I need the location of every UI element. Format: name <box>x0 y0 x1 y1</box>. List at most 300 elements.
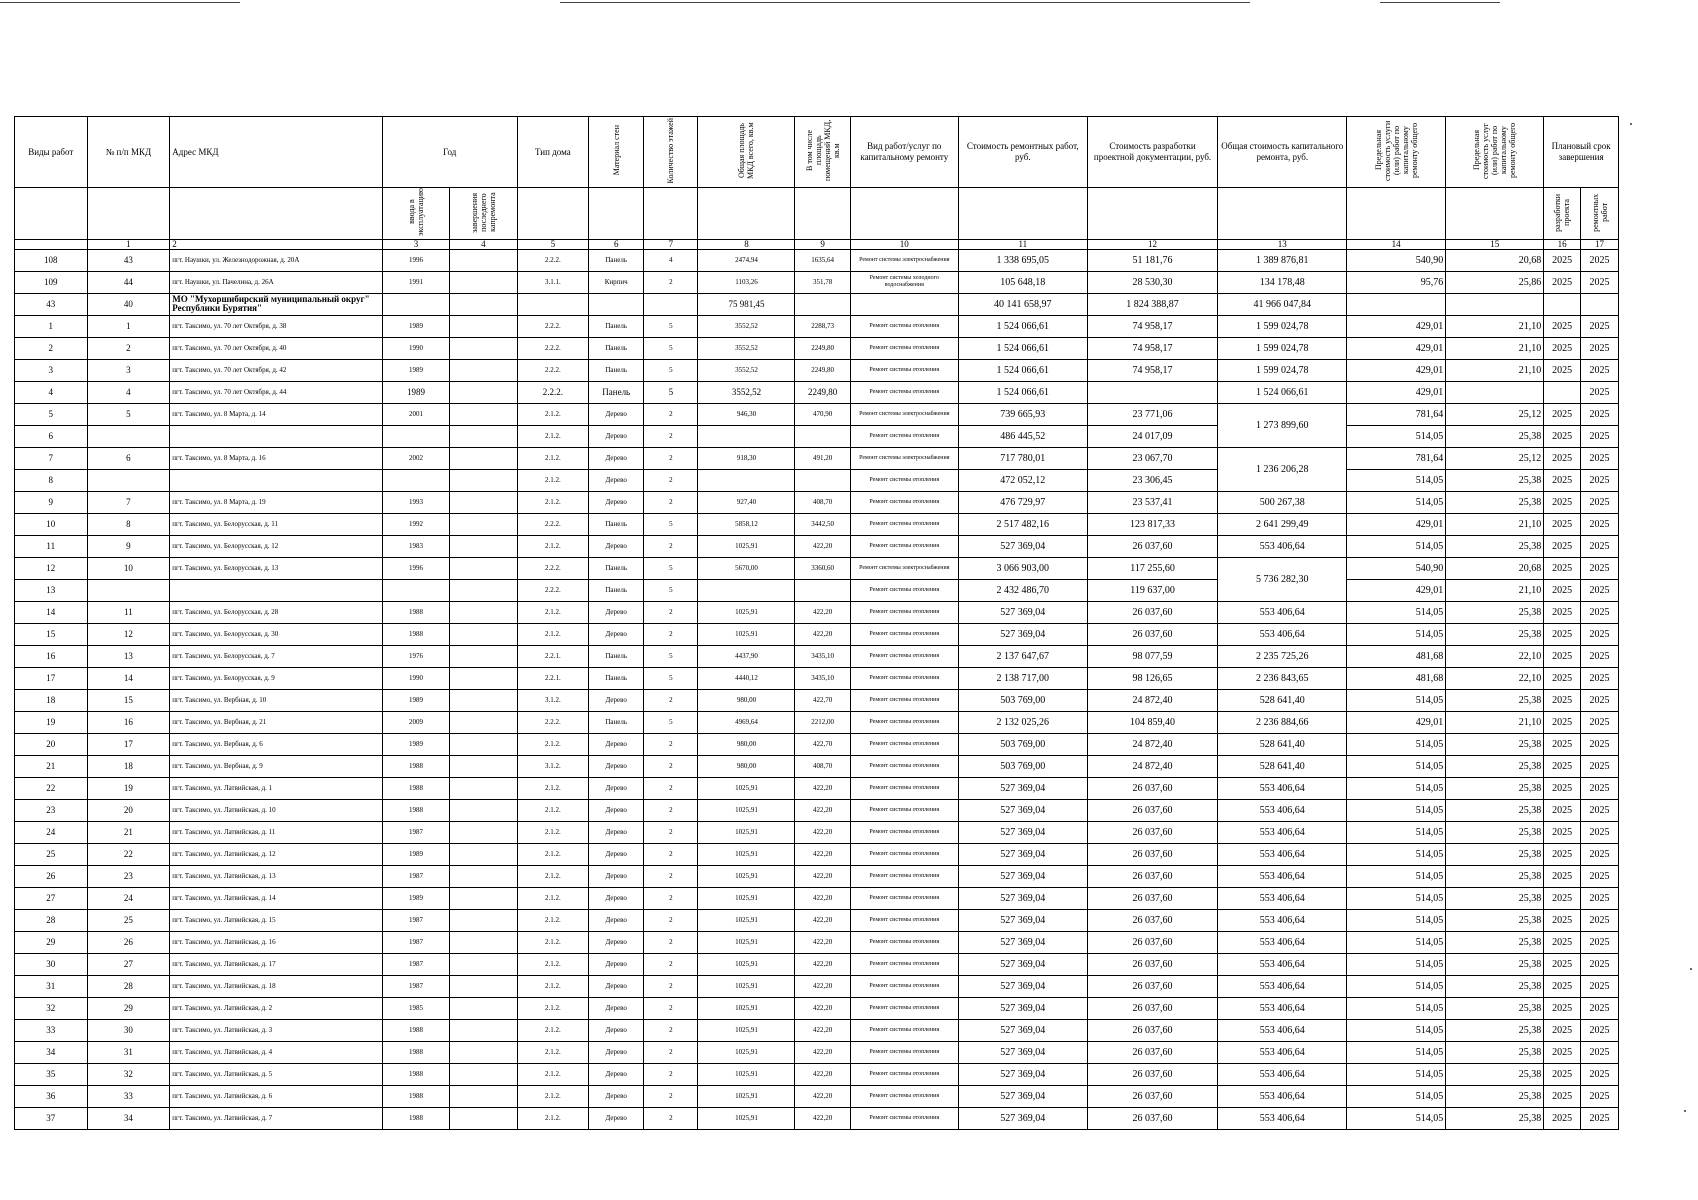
cell-limit-14 <box>1347 293 1446 315</box>
cell-design-cost: 26 037,60 <box>1087 843 1218 865</box>
cell-premises-area: 422,20 <box>795 1019 850 1041</box>
cell-work-kind: Ремонт системы отопления <box>850 1019 958 1041</box>
cell-work-kind: Ремонт системы отопления <box>850 755 958 777</box>
cell-limit-14: 514,05 <box>1347 469 1446 491</box>
header-year-overhaul: завершения последнего капремонта <box>450 188 517 240</box>
cell-house-type: 2.2.2. <box>517 337 589 359</box>
cell-limit-14: 429,01 <box>1347 381 1446 403</box>
table-row <box>15 403 1619 425</box>
cell-floors: 2 <box>644 271 698 293</box>
cell-premises-area: 422,70 <box>795 689 850 711</box>
cell-address <box>170 425 383 447</box>
cell-total-area: 1025,91 <box>698 1063 795 1085</box>
cell-year-overhaul <box>450 1085 517 1107</box>
cell-house-type: 2.1.2. <box>517 799 589 821</box>
cell-address: пгт. Таксимо, ул. Латвийская, д. 16 <box>170 931 383 953</box>
cell-house-type: 2.1.2. <box>517 887 589 909</box>
cell-term-repair: 2025 <box>1581 359 1619 381</box>
cell-total-cost: 2 641 299,49 <box>1218 513 1347 535</box>
cell-limit-15: 25,38 <box>1446 953 1544 975</box>
cell-house-type: 2.2.2. <box>517 315 589 337</box>
cell-mkd-number: 1 <box>87 315 170 337</box>
cell-wall-material: Панель <box>589 645 644 667</box>
cell-term-repair: 2025 <box>1581 249 1619 271</box>
cell-term-repair: 2025 <box>1581 711 1619 733</box>
cell-mkd-number: 11 <box>87 601 170 623</box>
cell-work-kind: Ремонт системы электроснабжения <box>850 557 958 579</box>
cell-total-cost: 1 599 024,78 <box>1218 359 1347 381</box>
cell-total-cost: 553 406,64 <box>1218 997 1347 1019</box>
cell-premises-area: 2288,73 <box>795 315 850 337</box>
table-row <box>15 887 1619 909</box>
cell-term-design: 2025 <box>1544 843 1581 865</box>
cell-total-cost: 528 641,40 <box>1218 733 1347 755</box>
cell-work-index: 26 <box>15 865 88 887</box>
cell-wall-material: Дерево <box>589 601 644 623</box>
cell-design-cost: 1 824 388,87 <box>1087 293 1218 315</box>
cell-term-repair: 2025 <box>1581 997 1619 1019</box>
cell-repair-cost: 486 445,52 <box>958 425 1087 447</box>
cell-year-overhaul <box>450 469 517 491</box>
cell-floors: 2 <box>644 865 698 887</box>
cell-total-area: 1025,91 <box>698 623 795 645</box>
cell-total-area: 1025,91 <box>698 1107 795 1129</box>
cell-mkd-number: 32 <box>87 1063 170 1085</box>
cell-year-commissioning: 1988 <box>382 1063 449 1085</box>
cell-work-index: 33 <box>15 1019 88 1041</box>
cell-address: пгт. Таксимо, ул. Латвийская, д. 2 <box>170 997 383 1019</box>
cell-work-index: 11 <box>15 535 88 557</box>
cell-year-overhaul <box>450 535 517 557</box>
cell-year-overhaul <box>450 601 517 623</box>
column-number: 14 <box>1347 239 1446 249</box>
cell-total-area: 1025,91 <box>698 1041 795 1063</box>
column-number <box>15 239 88 249</box>
cell-year-commissioning: 1989 <box>382 689 449 711</box>
header-term-design: разработки проекта <box>1544 188 1581 240</box>
cell-work-kind: Ремонт системы отопления <box>850 689 958 711</box>
cell-address: пгт. Наушки, ул. Пачелина, д. 26А <box>170 271 383 293</box>
cell-repair-cost: 527 369,04 <box>958 997 1087 1019</box>
cell-total-area: 1025,91 <box>698 535 795 557</box>
cell-term-repair: 2025 <box>1581 645 1619 667</box>
cell-repair-cost: 2 137 647,67 <box>958 645 1087 667</box>
cell-term-design: 2025 <box>1544 1019 1581 1041</box>
cell-wall-material: Дерево <box>589 623 644 645</box>
column-number: 6 <box>589 239 644 249</box>
cell-year-overhaul <box>450 579 517 601</box>
cell-premises-area: 408,70 <box>795 491 850 513</box>
cell-house-type: 2.2.2. <box>517 381 589 403</box>
cell-work-kind: Ремонт системы отопления <box>850 359 958 381</box>
cell-wall-material: Дерево <box>589 799 644 821</box>
cell-house-type: 2.2.2. <box>517 711 589 733</box>
cell-wall-material: Дерево <box>589 425 644 447</box>
cell-limit-14: 781,64 <box>1347 403 1446 425</box>
cell-repair-cost: 527 369,04 <box>958 887 1087 909</box>
cell-floors: 2 <box>644 843 698 865</box>
cell-design-cost: 26 037,60 <box>1087 1019 1218 1041</box>
cell-house-type: 3.1.1. <box>517 271 589 293</box>
cell-work-index: 24 <box>15 821 88 843</box>
table-row <box>15 689 1619 711</box>
cell-limit-14: 514,05 <box>1347 733 1446 755</box>
cell-year-overhaul <box>450 403 517 425</box>
cell-wall-material: Дерево <box>589 821 644 843</box>
cell-limit-15: 25,38 <box>1446 1063 1544 1085</box>
cell-total-cost: 1 599 024,78 <box>1218 337 1347 359</box>
cell-total-area: 5858,12 <box>698 513 795 535</box>
cell-limit-14: 514,05 <box>1347 865 1446 887</box>
cell-term-design: 2025 <box>1544 865 1581 887</box>
table-row <box>15 557 1619 579</box>
cell-premises-area: 2249,80 <box>795 337 850 359</box>
table-row <box>15 249 1619 271</box>
cell-work-index: 4 <box>15 381 88 403</box>
cell-repair-cost: 527 369,04 <box>958 821 1087 843</box>
cell-term-design: 2025 <box>1544 711 1581 733</box>
cell-term-design: 2025 <box>1544 931 1581 953</box>
cell-mkd-number: 23 <box>87 865 170 887</box>
scan-edge-line <box>560 2 1250 3</box>
header-planned-term: Плановый срок завершения <box>1544 117 1619 188</box>
cell-design-cost: 26 037,60 <box>1087 909 1218 931</box>
cell-wall-material: Панель <box>589 513 644 535</box>
cell-address: пгт. Таксимо, ул. Белорусская, д. 13 <box>170 557 383 579</box>
cell-total-cost: 2 236 884,66 <box>1218 711 1347 733</box>
cell-term-design: 2025 <box>1544 667 1581 689</box>
cell-work-index: 1 <box>15 315 88 337</box>
cell-wall-material: Панель <box>589 557 644 579</box>
cell-limit-15: 25,38 <box>1446 689 1544 711</box>
table-row <box>15 645 1619 667</box>
cell-term-repair: 2025 <box>1581 601 1619 623</box>
cell-premises-area <box>795 425 850 447</box>
cell-design-cost: 117 255,60 <box>1087 557 1218 579</box>
cell-total-cost: 2 235 725,26 <box>1218 645 1347 667</box>
cell-work-index: 36 <box>15 1085 88 1107</box>
capital-repair-register-table <box>14 116 1619 1130</box>
cell-mkd-number: 7 <box>87 491 170 513</box>
cell-term-repair: 2025 <box>1581 931 1619 953</box>
cell-term-design: 2025 <box>1544 1063 1581 1085</box>
cell-year-overhaul <box>450 931 517 953</box>
cell-repair-cost: 527 369,04 <box>958 865 1087 887</box>
cell-repair-cost: 2 138 717,00 <box>958 667 1087 689</box>
cell-total-area: 3552,52 <box>698 315 795 337</box>
cell-repair-cost: 2 517 482,16 <box>958 513 1087 535</box>
cell-year-commissioning: 1976 <box>382 645 449 667</box>
cell-work-kind: Ремонт системы отопления <box>850 469 958 491</box>
cell-floors: 2 <box>644 755 698 777</box>
cell-work-kind: Ремонт системы отопления <box>850 425 958 447</box>
cell-total-area: 980,00 <box>698 733 795 755</box>
cell-limit-15: 21,10 <box>1446 711 1544 733</box>
cell-wall-material: Дерево <box>589 931 644 953</box>
cell-total-area <box>698 469 795 491</box>
cell-limit-14: 514,05 <box>1347 843 1446 865</box>
cell-wall-material: Панель <box>589 249 644 271</box>
cell-limit-15: 20,68 <box>1446 557 1544 579</box>
cell-term-design: 2025 <box>1544 1041 1581 1063</box>
cell-design-cost: 26 037,60 <box>1087 821 1218 843</box>
cell-repair-cost: 527 369,04 <box>958 931 1087 953</box>
cell-work-index: 29 <box>15 931 88 953</box>
cell-house-type: 2.2.2. <box>517 579 589 601</box>
cell-design-cost: 26 037,60 <box>1087 975 1218 997</box>
cell-premises-area: 422,20 <box>795 931 850 953</box>
cell-address: пгт. Таксимо, ул. Латвийская, д. 5 <box>170 1063 383 1085</box>
cell-mkd-number <box>87 579 170 601</box>
cell-repair-cost: 476 729,97 <box>958 491 1087 513</box>
cell-wall-material: Дерево <box>589 1085 644 1107</box>
cell-premises-area: 3360,60 <box>795 557 850 579</box>
table-row <box>15 777 1619 799</box>
cell-wall-material: Дерево <box>589 953 644 975</box>
cell-floors: 2 <box>644 909 698 931</box>
cell-repair-cost: 527 369,04 <box>958 601 1087 623</box>
cell-term-design: 2025 <box>1544 909 1581 931</box>
cell-term-repair: 2025 <box>1581 447 1619 469</box>
cell-address: пгт. Таксимо, ул. 70 лет Октября, д. 44 <box>170 381 383 403</box>
cell-limit-14: 514,05 <box>1347 1085 1446 1107</box>
cell-year-commissioning: 1988 <box>382 1107 449 1129</box>
cell-work-index: 31 <box>15 975 88 997</box>
cell-floors: 2 <box>644 535 698 557</box>
cell-year-overhaul <box>450 337 517 359</box>
cell-year-commissioning: 1996 <box>382 249 449 271</box>
table-row <box>15 909 1619 931</box>
cell-floors: 2 <box>644 469 698 491</box>
cell-address: пгт. Таксимо, ул. Вербная, д. 9 <box>170 755 383 777</box>
cell-year-commissioning: 1996 <box>382 557 449 579</box>
cell-premises-area: 422,20 <box>795 623 850 645</box>
cell-design-cost: 26 037,60 <box>1087 601 1218 623</box>
cell-term-repair: 2025 <box>1581 381 1619 403</box>
cell-total-area: 1103,26 <box>698 271 795 293</box>
cell-limit-15: 25,38 <box>1446 843 1544 865</box>
cell-limit-15: 25,38 <box>1446 975 1544 997</box>
cell-limit-14: 514,05 <box>1347 1019 1446 1041</box>
cell-design-cost: 119 637,00 <box>1087 579 1218 601</box>
header-limit-cost-14: Предельная стоимость услуги (или) работ по капитальному ремонту общего <box>1347 117 1446 188</box>
cell-address: пгт. Таксимо, ул. 70 лет Октября, д. 42 <box>170 359 383 381</box>
cell-premises-area: 2212,00 <box>795 711 850 733</box>
cell-year-overhaul <box>450 447 517 469</box>
column-number: 3 <box>382 239 449 249</box>
cell-work-index: 25 <box>15 843 88 865</box>
cell-premises-area: 422,20 <box>795 1041 850 1063</box>
cell-term-design: 2025 <box>1544 425 1581 447</box>
cell-wall-material: Панель <box>589 359 644 381</box>
cell-term-design: 2025 <box>1544 953 1581 975</box>
cell-work-index: 43 <box>15 293 88 315</box>
cell-repair-cost: 1 524 066,61 <box>958 381 1087 403</box>
cell-address: пгт. Таксимо, ул. 8 Марта, д. 14 <box>170 403 383 425</box>
cell-term-repair: 2025 <box>1581 623 1619 645</box>
cell-year-overhaul <box>450 425 517 447</box>
cell-term-repair: 2025 <box>1581 887 1619 909</box>
cell-house-type: 2.2.1. <box>517 645 589 667</box>
cell-premises-area: 2249,80 <box>795 359 850 381</box>
cell-house-type: 2.1.2. <box>517 931 589 953</box>
cell-year-overhaul <box>450 821 517 843</box>
cell-work-kind: Ремонт системы отопления <box>850 601 958 623</box>
cell-design-cost: 51 181,76 <box>1087 249 1218 271</box>
cell-term-repair: 2025 <box>1581 689 1619 711</box>
cell-address: пгт. Таксимо, ул. Белорусская, д. 11 <box>170 513 383 535</box>
cell-limit-15: 21,10 <box>1446 337 1544 359</box>
cell-total-area: 1025,91 <box>698 1019 795 1041</box>
cell-total-area: 4969,64 <box>698 711 795 733</box>
cell-wall-material: Дерево <box>589 1107 644 1129</box>
cell-year-overhaul <box>450 491 517 513</box>
cell-work-kind: Ремонт системы отопления <box>850 865 958 887</box>
cell-address: пгт. Таксимо, ул. Вербная, д. 10 <box>170 689 383 711</box>
header-total-area: Общая площадь МКД всего, кв.м <box>698 117 795 188</box>
cell-premises-area: 422,20 <box>795 799 850 821</box>
cell-repair-cost: 1 524 066,61 <box>958 359 1087 381</box>
cell-limit-14: 540,90 <box>1347 249 1446 271</box>
cell-limit-14: 514,05 <box>1347 623 1446 645</box>
cell-work-index: 108 <box>15 249 88 271</box>
cell-floors: 2 <box>644 1041 698 1063</box>
cell-total-area: 1025,91 <box>698 821 795 843</box>
cell-municipality: МО "Мухоршибирский муниципальный округ" Республики Бурятия" <box>170 293 383 315</box>
cell-floors <box>644 293 698 315</box>
cell-design-cost: 74 958,17 <box>1087 359 1218 381</box>
cell-house-type: 2.1.2. <box>517 447 589 469</box>
cell-term-repair: 2025 <box>1581 271 1619 293</box>
cell-floors: 5 <box>644 711 698 733</box>
cell-mkd-number: 17 <box>87 733 170 755</box>
cell-wall-material: Панель <box>589 315 644 337</box>
cell-house-type: 2.2.2. <box>517 359 589 381</box>
cell-work-kind: Ремонт системы отопления <box>850 821 958 843</box>
cell-year-overhaul <box>450 623 517 645</box>
cell-limit-15: 25,12 <box>1446 403 1544 425</box>
table-row <box>15 1085 1619 1107</box>
cell-wall-material: Дерево <box>589 535 644 557</box>
cell-design-cost: 26 037,60 <box>1087 1085 1218 1107</box>
cell-limit-15: 21,10 <box>1446 579 1544 601</box>
cell-premises-area: 422,20 <box>795 997 850 1019</box>
table-row <box>15 953 1619 975</box>
cell-work-kind: Ремонт системы отопления <box>850 315 958 337</box>
cell-term-repair: 2025 <box>1581 513 1619 535</box>
cell-floors: 5 <box>644 315 698 337</box>
cell-year-commissioning: 1988 <box>382 623 449 645</box>
table-row <box>15 997 1619 1019</box>
cell-floors: 2 <box>644 623 698 645</box>
cell-year-overhaul <box>450 1019 517 1041</box>
cell-mkd-number: 6 <box>87 447 170 469</box>
cell-limit-14: 481,68 <box>1347 667 1446 689</box>
cell-limit-15: 25,38 <box>1446 733 1544 755</box>
cell-total-cost: 2 236 843,65 <box>1218 667 1347 689</box>
column-number: 16 <box>1544 239 1581 249</box>
cell-limit-14: 481,68 <box>1347 645 1446 667</box>
cell-mkd-number <box>87 425 170 447</box>
cell-floors: 2 <box>644 1019 698 1041</box>
cell-house-type: 2.1.2. <box>517 777 589 799</box>
cell-work-kind: Ремонт системы отопления <box>850 953 958 975</box>
cell-total-area: 75 981,45 <box>698 293 795 315</box>
cell-mkd-number: 43 <box>87 249 170 271</box>
cell-mkd-number: 4 <box>87 381 170 403</box>
cell-term-design: 2025 <box>1544 271 1581 293</box>
cell-limit-15: 25,38 <box>1446 755 1544 777</box>
cell-wall-material: Дерево <box>589 469 644 491</box>
cell-term-design: 2025 <box>1544 337 1581 359</box>
cell-floors: 5 <box>644 667 698 689</box>
cell-floors: 2 <box>644 1107 698 1129</box>
cell-repair-cost: 527 369,04 <box>958 1063 1087 1085</box>
cell-premises-area: 422,70 <box>795 733 850 755</box>
cell-limit-15: 25,38 <box>1446 1019 1544 1041</box>
scan-edge-line <box>1380 2 1500 3</box>
cell-limit-14: 514,05 <box>1347 535 1446 557</box>
cell-total-cost: 553 406,64 <box>1218 975 1347 997</box>
cell-year-commissioning <box>382 293 449 315</box>
cell-term-design: 2025 <box>1544 821 1581 843</box>
cell-limit-14: 514,05 <box>1347 953 1446 975</box>
cell-year-commissioning: 1989 <box>382 381 449 403</box>
cell-address: пгт. Таксимо, ул. Латвийская, д. 15 <box>170 909 383 931</box>
cell-limit-15: 22,10 <box>1446 645 1544 667</box>
cell-limit-14: 514,05 <box>1347 689 1446 711</box>
cell-repair-cost: 2 432 486,70 <box>958 579 1087 601</box>
column-number: 9 <box>795 239 850 249</box>
cell-floors: 2 <box>644 799 698 821</box>
cell-term-design: 2025 <box>1544 645 1581 667</box>
cell-address: пгт. Таксимо, ул. Латвийская, д. 12 <box>170 843 383 865</box>
cell-repair-cost: 503 769,00 <box>958 689 1087 711</box>
cell-wall-material: Дерево <box>589 777 644 799</box>
cell-mkd-number: 44 <box>87 271 170 293</box>
cell-house-type: 2.1.2. <box>517 865 589 887</box>
cell-limit-15: 25,86 <box>1446 271 1544 293</box>
cell-limit-14: 781,64 <box>1347 447 1446 469</box>
cell-floors: 2 <box>644 601 698 623</box>
cell-term-design: 2025 <box>1544 623 1581 645</box>
cell-design-cost: 26 037,60 <box>1087 931 1218 953</box>
table-row <box>15 843 1619 865</box>
table-row <box>15 1063 1619 1085</box>
cell-term-design: 2025 <box>1544 513 1581 535</box>
cell-wall-material: Дерево <box>589 909 644 931</box>
cell-premises-area: 2249,80 <box>795 381 850 403</box>
cell-wall-material: Дерево <box>589 975 644 997</box>
cell-premises-area: 3435,10 <box>795 645 850 667</box>
cell-limit-15 <box>1446 381 1544 403</box>
cell-total-area: 4440,12 <box>698 667 795 689</box>
cell-work-kind: Ремонт системы отопления <box>850 1063 958 1085</box>
cell-premises-area: 1635,64 <box>795 249 850 271</box>
cell-wall-material: Дерево <box>589 997 644 1019</box>
cell-design-cost: 123 817,33 <box>1087 513 1218 535</box>
cell-total-cost: 553 406,64 <box>1218 1085 1347 1107</box>
cell-year-overhaul <box>450 843 517 865</box>
cell-term-design: 2025 <box>1544 557 1581 579</box>
cell-mkd-number: 12 <box>87 623 170 645</box>
cell-mkd-number: 40 <box>87 293 170 315</box>
cell-limit-15: 21,10 <box>1446 513 1544 535</box>
cell-work-kind: Ремонт системы отопления <box>850 777 958 799</box>
column-number: 8 <box>698 239 795 249</box>
table-row <box>15 1019 1619 1041</box>
cell-address: пгт. Таксимо, ул. Латвийская, д. 14 <box>170 887 383 909</box>
